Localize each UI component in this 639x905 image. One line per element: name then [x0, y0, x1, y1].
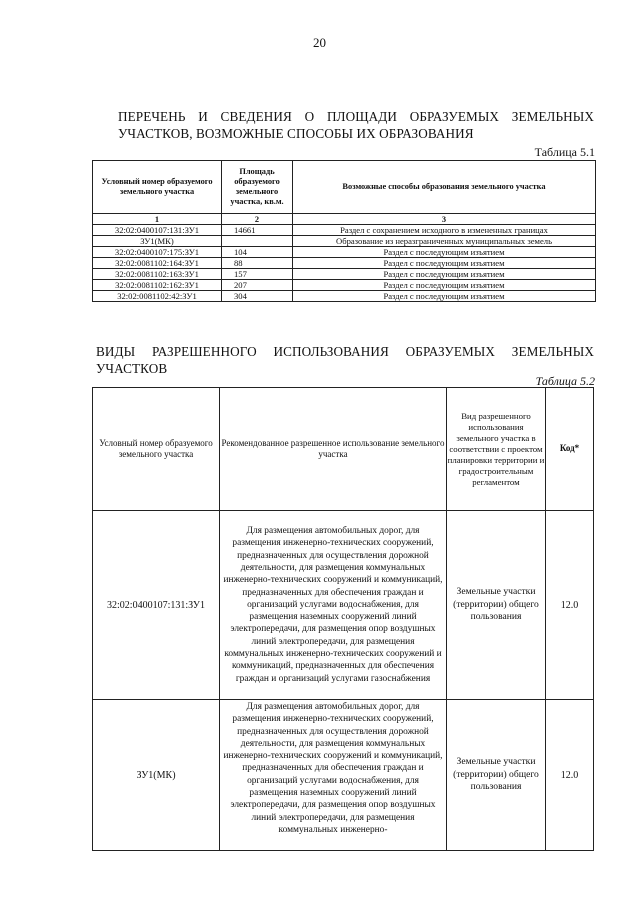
t1-header-id: Условный номер образуемого земельного участка	[93, 161, 222, 214]
t2-cell-use-wrapper	[220, 700, 447, 851]
t1-cell-id: 32:02:0400107:175:ЗУ1	[93, 247, 222, 258]
t1-cell-method: Раздел с сохранением исходного в измененных границах	[293, 225, 596, 236]
table-5-1-caption: Таблица 5.1	[534, 145, 595, 159]
t1-cell-area: 207	[222, 280, 293, 291]
t1-cell-id: 32:02:0081102:162:ЗУ1	[93, 280, 222, 291]
t1-colnum-2: 2	[222, 214, 293, 225]
t1-cell-method: Раздел с последующим изъятием	[293, 291, 596, 302]
table-row	[93, 269, 596, 280]
table-row	[93, 247, 596, 258]
t1-cell-area: 88	[222, 258, 293, 269]
page-number: 20	[313, 35, 326, 50]
table-row	[93, 225, 596, 236]
t1-cell-area: 104	[222, 247, 293, 258]
t1-cell-method: Образование из неразграниченных муниципальных земель	[293, 236, 596, 247]
t2-header-use: Рекомендованное разрешенное использование земельного участка	[220, 388, 447, 511]
t2-cell-use: Для размещения автомобильных дорог, для размещения инженерно-технических сооружений, предназначенных для осуществления дорожной деятельности, для размещения коммунальных инженерно-технических сооружений и коммуникаций, предназначенных для обеспечения граждан и организаций услугами водоснабжения, для размещения наземных сооружений линий электропередачи, для размещения опор воздушных линий электропередачи, для размещения коммунальных инженерно-	[223, 702, 443, 835]
section1-heading: ПЕРЕЧЕНЬ И СВЕДЕНИЯ О ПЛОЩАДИ ОБРАЗУЕМЫХ ЗЕМЕЛЬНЫХ УЧАСТКОВ, ВОЗМОЖНЫЕ СПОСОБЫ ИХ ОБРАЗОВАНИЯ	[118, 109, 594, 141]
t1-colnum-3: 3	[293, 214, 596, 225]
t2-header-code: Код*	[546, 388, 594, 511]
t2-cell-kind: Земельные участки (территории) общего пользования	[447, 511, 546, 700]
t1-cell-id: 32:02:0400107:131:ЗУ1	[93, 225, 222, 236]
table-row	[93, 511, 594, 700]
t2-header-kind: Вид разрешенного использования земельного участка в соответствии с проектом планировки территории и градостроительным регламентом	[447, 388, 546, 511]
table-5-2-caption: Таблица 5.2	[535, 374, 595, 388]
t2-header-id: Условный номер образуемого земельного участка	[93, 388, 220, 511]
t2-cell-id: 32:02:0400107:131:ЗУ1	[93, 511, 220, 700]
t1-cell-area: 157	[222, 269, 293, 280]
t1-colnum-1: 1	[93, 214, 222, 225]
table-5-2	[92, 387, 594, 851]
t2-cell-use: Для размещения автомобильных дорог, для размещения инженерно-технических сооружений, предназначенных для осуществления дорожной деятельности, для размещения коммунальных инженерно-технических сооружений и коммуникаций, предназначенных для обеспечения граждан и организаций услугами водоснабжения, для размещения наземных сооружений линий электропередачи, для размещения опор воздушных линий электропередачи, для размещения коммунальных инженерно-технических сооружений и коммуникаций, предназначенных для обеспечения граждан и организаций услугами газоснабжения	[220, 511, 447, 700]
table-5-1	[92, 160, 596, 302]
t1-cell-method: Раздел с последующим изъятием	[293, 269, 596, 280]
t1-cell-id: 32:02:0081102:164:ЗУ1	[93, 258, 222, 269]
t1-cell-method: Раздел с последующим изъятием	[293, 247, 596, 258]
table-row	[93, 258, 596, 269]
t1-header-method: Возможные способы образования земельного участка	[293, 161, 596, 214]
table-row	[93, 280, 596, 291]
t2-cell-code: 12.0	[546, 511, 594, 700]
t1-header-area: Площадь образуемого земельного участка, кв.м.	[222, 161, 293, 214]
t2-cell-kind: Земельные участки (территории) общего пользования	[447, 700, 546, 851]
t2-cell-code: 12.0	[546, 700, 594, 851]
table-row	[93, 291, 596, 302]
t1-cell-area	[222, 236, 293, 247]
table-row	[93, 700, 594, 851]
t2-cell-id: ЗУ1(МК)	[93, 700, 220, 851]
t1-cell-method: Раздел с последующим изъятием	[293, 258, 596, 269]
t1-cell-id: 32:02:0081102:42:ЗУ1	[93, 291, 222, 302]
section2-heading: ВИДЫ РАЗРЕШЕННОГО ИСПОЛЬЗОВАНИЯ ОБРАЗУЕМЫХ ЗЕМЕЛЬНЫХ УЧАСТКОВ	[96, 344, 594, 376]
t1-cell-id: 32:02:0081102:163:ЗУ1	[93, 269, 222, 280]
t1-cell-method: Раздел с последующим изъятием	[293, 280, 596, 291]
table-row	[93, 236, 596, 247]
t1-cell-area: 304	[222, 291, 293, 302]
t1-cell-id: ЗУ1(МК)	[93, 236, 222, 247]
t1-cell-area: 14661	[222, 225, 293, 236]
